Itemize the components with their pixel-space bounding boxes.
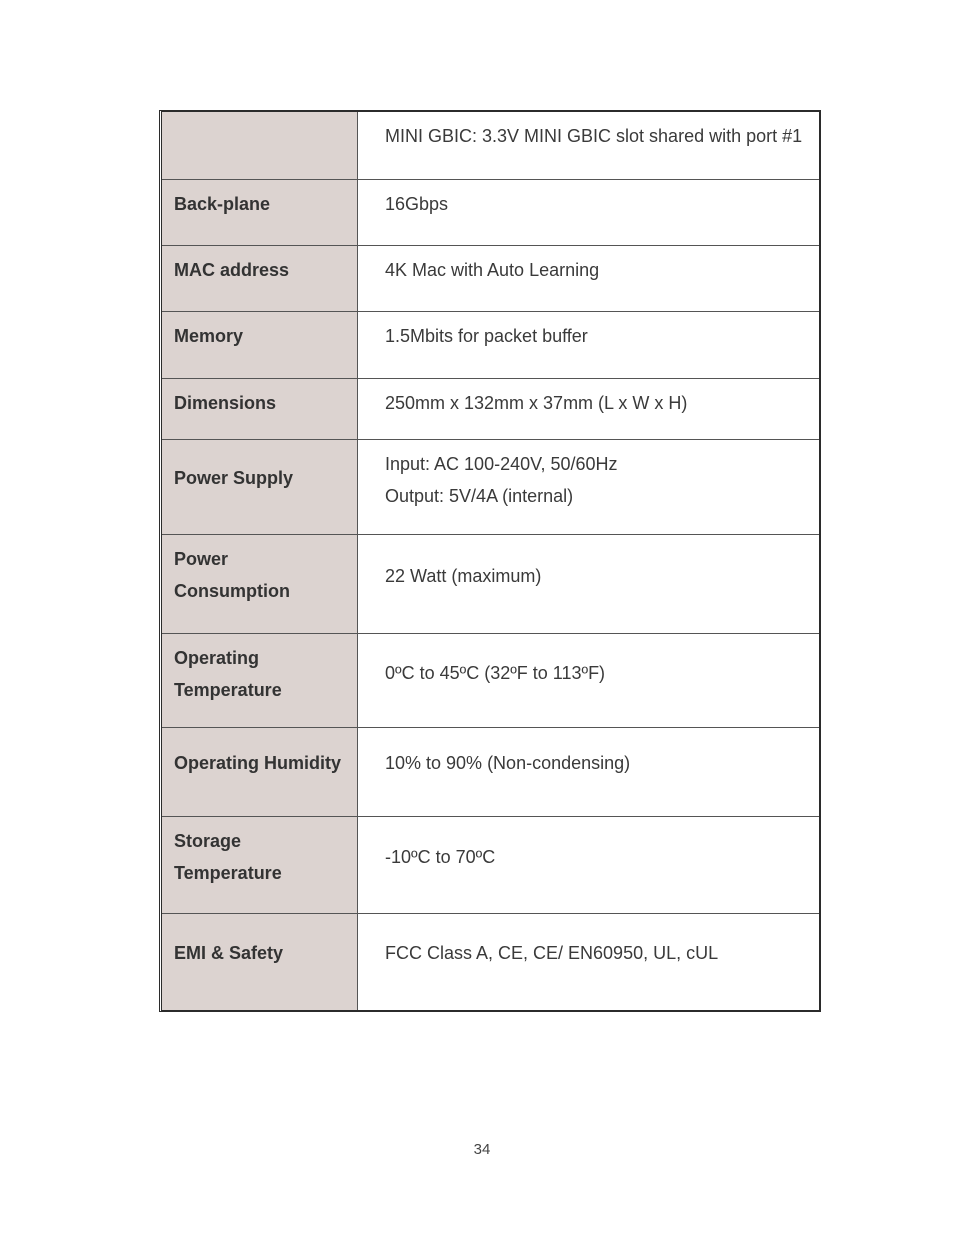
spec-label [162, 440, 358, 534]
spec-label [162, 535, 358, 633]
spec-value-text: 0ºC to 45ºC (32ºF to 113ºF) [385, 662, 606, 683]
spec-label [162, 634, 358, 727]
spec-value [358, 312, 819, 378]
spec-label-text: Operating [174, 648, 260, 668]
spec-row-power-consumption [162, 535, 819, 634]
spec-value-text: 22 Watt (maximum) [385, 566, 542, 586]
spec-value-text: Output: 5V/4A (internal) [385, 486, 574, 506]
spec-row-emi-safety [162, 914, 819, 1010]
spec-label-text: Dimensions [174, 393, 277, 413]
spec-value-text: 10% to 90% (Non-condensing) [385, 753, 631, 773]
spec-label-text: EMI & Safety [174, 943, 284, 963]
spec-value [358, 379, 819, 439]
spec-row-mini-gbic [162, 112, 819, 180]
spec-label-text: Power Supply [174, 468, 294, 488]
spec-value-text: 16Gbps [385, 194, 449, 214]
spec-label [162, 246, 358, 311]
spec-label-text: Memory [174, 326, 244, 346]
spec-value [358, 817, 819, 913]
spec-label-text: Temperature [174, 680, 282, 700]
page-number: 34 [473, 1141, 491, 1158]
spec-label [162, 728, 358, 816]
spec-value [358, 180, 819, 245]
spec-label [162, 312, 358, 378]
spec-value-text: FCC Class A, CE, CE/ EN60950, UL, cUL [385, 943, 719, 963]
spec-row-memory [162, 312, 819, 379]
spec-label-text: Storage [174, 831, 242, 851]
spec-value-text: 1.5Mbits for packet buffer [385, 326, 588, 346]
spec-label [162, 817, 358, 913]
spec-table [159, 110, 821, 1012]
spec-value-text: Input: AC 100-240V, 50/60Hz [385, 454, 618, 474]
spec-value-text: -10ºC to 70ºC [385, 847, 496, 867]
spec-row-storage-temperature [162, 817, 819, 914]
spec-label [162, 379, 358, 439]
spec-label-text: Back-plane [174, 194, 271, 214]
spec-value [358, 535, 819, 633]
spec-label-text: Power [174, 549, 229, 569]
spec-value [358, 112, 819, 179]
spec-label-text: MAC address [174, 260, 290, 280]
spec-value-text: MINI GBIC: 3.3V MINI GBIC slot shared with port #1 [385, 126, 803, 146]
spec-value-text: 4K Mac with Auto Learning [385, 260, 600, 280]
spec-label-text: Temperature [174, 863, 282, 883]
spec-label [162, 914, 358, 1010]
spec-row-mac-address [162, 246, 819, 312]
spec-value [358, 728, 819, 816]
spec-label [162, 180, 358, 245]
spec-value [358, 440, 819, 534]
spec-row-dimensions [162, 379, 819, 440]
spec-row-back-plane [162, 180, 819, 246]
spec-value [358, 246, 819, 311]
spec-value [358, 914, 819, 1010]
spec-row-power-supply [162, 440, 819, 535]
spec-value-text: 250mm x 132mm x 37mm (L x W x H) [385, 393, 688, 413]
spec-label-text: Operating Humidity [174, 753, 342, 773]
spec-value [358, 634, 819, 727]
spec-row-operating-humidity [162, 728, 819, 817]
spec-row-operating-temperature [162, 634, 819, 728]
spec-label-text: Consumption [174, 581, 290, 601]
spec-label-empty [162, 112, 358, 179]
